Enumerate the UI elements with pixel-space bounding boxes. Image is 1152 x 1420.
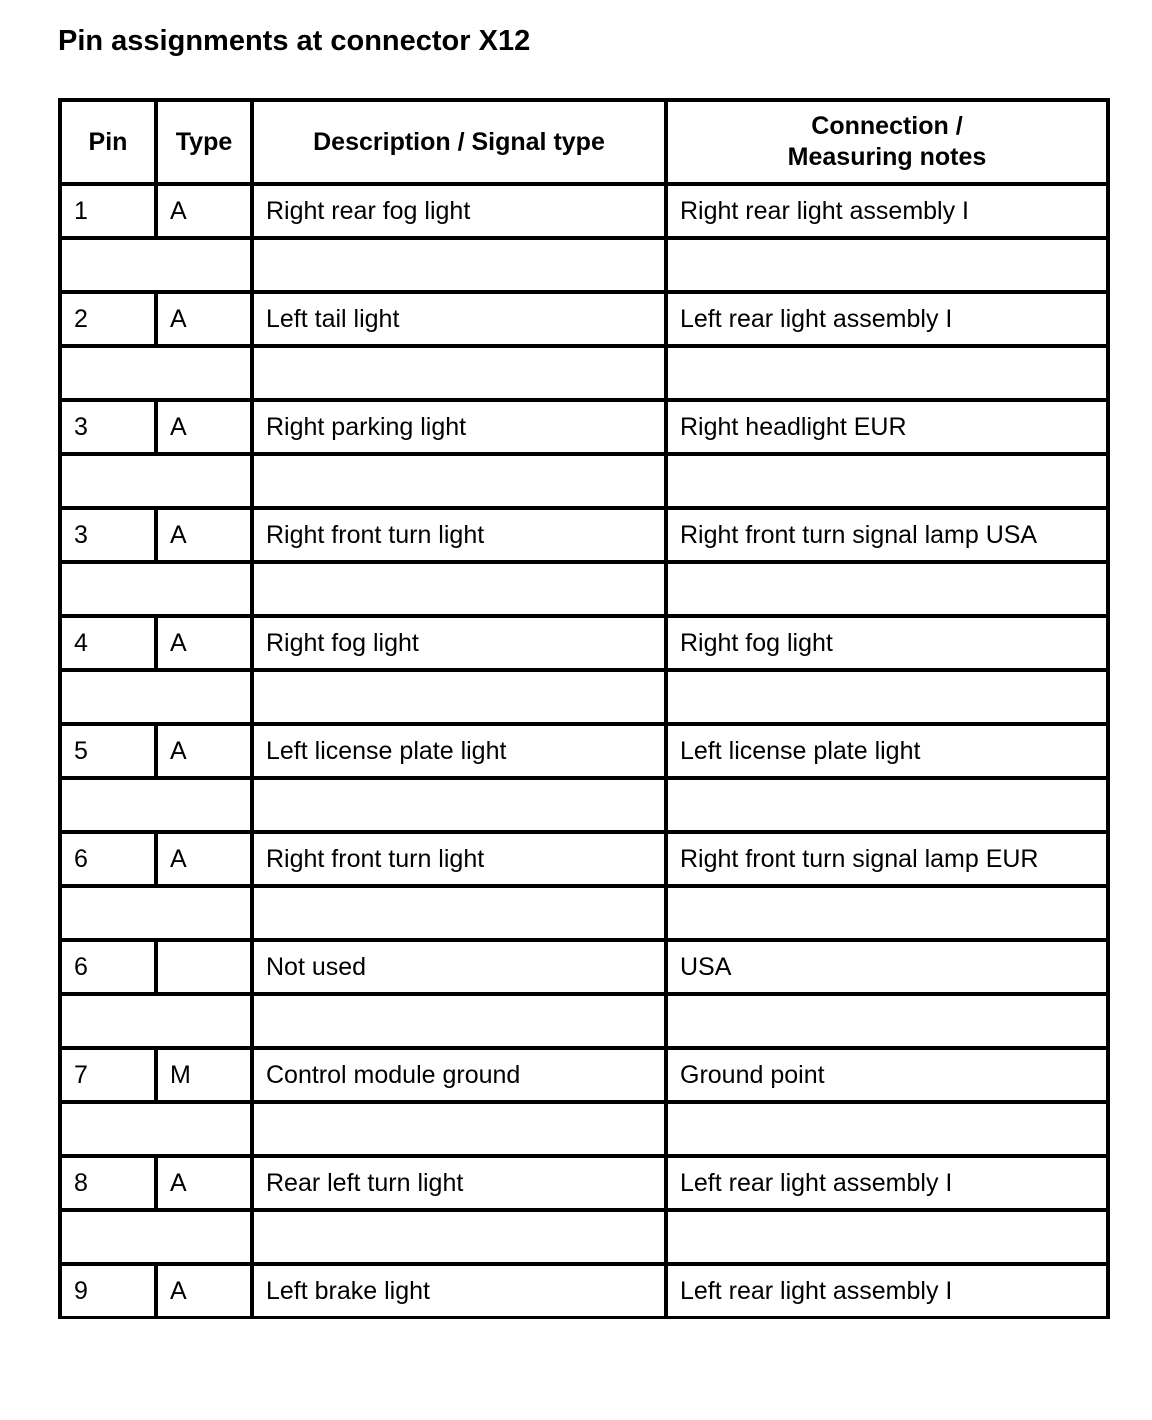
connection-cell: Right fog light	[666, 616, 1108, 670]
table-row	[60, 832, 1108, 886]
spacer-cell	[666, 562, 1108, 616]
spacer-cell	[666, 346, 1108, 400]
description-cell: Right rear fog light	[252, 184, 666, 238]
header-description: Description / Signal type	[252, 100, 666, 184]
spacer-cell	[666, 994, 1108, 1048]
connection-cell: Left rear light assembly I	[666, 1156, 1108, 1210]
description-cell: Control module ground	[252, 1048, 666, 1102]
pin-cell: 4	[60, 616, 156, 670]
type-cell: A	[156, 724, 252, 778]
spacer-cell	[666, 238, 1108, 292]
type-cell: A	[156, 400, 252, 454]
table-row	[60, 400, 1108, 454]
description-cell: Right parking light	[252, 400, 666, 454]
table-row	[60, 508, 1108, 562]
spacer-cell	[60, 670, 252, 724]
type-cell: A	[156, 616, 252, 670]
table-row	[60, 724, 1108, 778]
header-row	[60, 100, 1108, 184]
type-cell: A	[156, 1264, 252, 1318]
pin-cell: 1	[60, 184, 156, 238]
table-row	[60, 940, 1108, 994]
connection-cell: Left rear light assembly I	[666, 1264, 1108, 1318]
spacer-cell	[60, 454, 252, 508]
spacer-row	[60, 1210, 1108, 1264]
spacer-cell	[666, 886, 1108, 940]
header-type: Type	[156, 100, 252, 184]
pin-cell: 5	[60, 724, 156, 778]
spacer-cell	[60, 886, 252, 940]
pin-cell: 9	[60, 1264, 156, 1318]
header-connection	[666, 100, 1108, 184]
spacer-cell	[666, 454, 1108, 508]
connection-cell: Right headlight EUR	[666, 400, 1108, 454]
description-cell: Left tail light	[252, 292, 666, 346]
spacer-row	[60, 670, 1108, 724]
spacer-cell	[252, 454, 666, 508]
header-connection-line1: Connection /	[811, 112, 963, 140]
spacer-cell	[252, 886, 666, 940]
type-cell: M	[156, 1048, 252, 1102]
connection-cell: USA	[666, 940, 1108, 994]
spacer-cell	[252, 994, 666, 1048]
table-row	[60, 184, 1108, 238]
table-row	[60, 1156, 1108, 1210]
spacer-row	[60, 886, 1108, 940]
spacer-cell	[666, 778, 1108, 832]
spacer-cell	[60, 562, 252, 616]
spacer-cell	[666, 670, 1108, 724]
spacer-cell	[60, 238, 252, 292]
description-cell: Not used	[252, 940, 666, 994]
type-cell: A	[156, 832, 252, 886]
table-row	[60, 292, 1108, 346]
spacer-cell	[60, 1102, 252, 1156]
type-cell: A	[156, 184, 252, 238]
connection-cell: Left rear light assembly I	[666, 292, 1108, 346]
description-cell: Left brake light	[252, 1264, 666, 1318]
description-cell: Rear left turn light	[252, 1156, 666, 1210]
table-row	[60, 1048, 1108, 1102]
description-cell: Left license plate light	[252, 724, 666, 778]
connection-cell: Right front turn signal lamp EUR	[666, 832, 1108, 886]
type-cell: A	[156, 508, 252, 562]
pin-cell: 3	[60, 400, 156, 454]
spacer-row	[60, 454, 1108, 508]
table-row	[60, 616, 1108, 670]
spacer-cell	[666, 1102, 1108, 1156]
spacer-cell	[666, 1210, 1108, 1264]
pin-cell: 6	[60, 940, 156, 994]
description-cell: Right fog light	[252, 616, 666, 670]
spacer-cell	[60, 346, 252, 400]
spacer-cell	[252, 1210, 666, 1264]
description-cell: Right front turn light	[252, 832, 666, 886]
spacer-cell	[252, 670, 666, 724]
pin-cell: 6	[60, 832, 156, 886]
spacer-cell	[252, 346, 666, 400]
spacer-cell	[60, 994, 252, 1048]
spacer-cell	[252, 238, 666, 292]
table-row	[60, 1264, 1108, 1318]
type-cell: A	[156, 1156, 252, 1210]
connection-cell: Left license plate light	[666, 724, 1108, 778]
spacer-row	[60, 346, 1108, 400]
type-cell	[156, 940, 252, 994]
connection-cell: Right rear light assembly I	[666, 184, 1108, 238]
pin-assignment-table	[58, 98, 1110, 1319]
page-title: Pin assignments at connector X12	[58, 25, 531, 57]
spacer-cell	[60, 1210, 252, 1264]
header-connection-line2: Measuring notes	[787, 143, 987, 171]
type-cell: A	[156, 292, 252, 346]
pin-cell: 8	[60, 1156, 156, 1210]
spacer-cell	[252, 778, 666, 832]
spacer-row	[60, 1102, 1108, 1156]
pin-cell: 2	[60, 292, 156, 346]
pin-cell: 3	[60, 508, 156, 562]
spacer-cell	[60, 778, 252, 832]
description-cell: Right front turn light	[252, 508, 666, 562]
spacer-row	[60, 778, 1108, 832]
spacer-row	[60, 994, 1108, 1048]
pin-cell: 7	[60, 1048, 156, 1102]
spacer-row	[60, 562, 1108, 616]
spacer-cell	[252, 562, 666, 616]
spacer-row	[60, 238, 1108, 292]
header-pin: Pin	[60, 100, 156, 184]
table-body	[60, 184, 1108, 1318]
connection-cell: Ground point	[666, 1048, 1108, 1102]
spacer-cell	[252, 1102, 666, 1156]
connection-cell: Right front turn signal lamp USA	[666, 508, 1108, 562]
